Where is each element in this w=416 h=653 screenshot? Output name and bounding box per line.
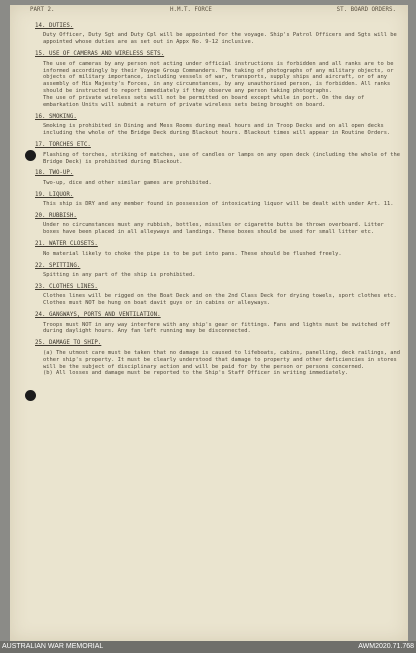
section-paragraph: Troops must NOT in any way interfere with any ship's gear or fittings. Fans and lights must be switched off during daylight hours. Any fan left running may be disconnected. <box>43 321 391 335</box>
header-center: H.M.T. FORCE <box>170 7 212 13</box>
section-heading: 17. TORCHES ETC. <box>35 142 91 149</box>
punch-hole <box>25 390 36 401</box>
header-right: ST. BOARD ORDERS. <box>336 7 396 13</box>
section-heading: 24. GANGWAYS, PORTS AND VENTILATION. <box>35 312 161 319</box>
section-spitting <box>35 263 400 279</box>
document-page <box>10 5 408 641</box>
section-cameras-wireless <box>35 51 400 109</box>
section-paragraph: Spitting in any part of the ship is prohibited. <box>43 271 196 278</box>
section-liquor <box>35 192 400 208</box>
section-paragraph: This ship is DRY and any member found in possession of intoxicating liquor will be dealt with under Art. 11. <box>43 201 394 208</box>
footer-institution: AUSTRALIAN WAR MEMORIAL <box>2 643 104 650</box>
footer-accession-number: AWM2020.71.768 <box>358 643 414 650</box>
section-heading: 23. CLOTHES LINES. <box>35 283 98 290</box>
section-rubbish <box>35 213 400 236</box>
section-water-closets <box>35 241 400 257</box>
section-duties <box>35 23 400 46</box>
orders-body <box>35 23 400 382</box>
section-clothes-lines <box>35 284 400 307</box>
section-paragraph: Under no circumstances must any rubbish, bottles, missiles or cigarette butts be thrown overboard. Litter boxes have been placed in all alleyways and landings. These boxes should be used for small litter etc. <box>43 222 384 236</box>
section-heading: 15. USE OF CAMERAS AND WIRELESS SETS. <box>35 51 165 58</box>
section-paragraph: Clothes lines will be rigged on the Boat Deck and on the 2nd Class Deck for drying towels, sport clothes etc. Clothes must NOT be hung on boat davit guys or in cabins or alleyways. <box>43 293 397 307</box>
section-heading: 18. TWO-UP. <box>35 170 74 177</box>
section-heading: 21. WATER CLOSETS. <box>35 241 98 248</box>
section-paragraph: Two-up, dice and other similar games are prohibited. <box>43 179 212 186</box>
section-paragraph: No material likely to choke the pipe is to be put into pans. These should be flushed freely. <box>43 250 342 257</box>
section-heading: 25. DAMAGE TO SHIP. <box>35 340 102 347</box>
section-paragraph: Duty Officer, Duty Sgt and Duty Cpl will be appointed for the voyage. Ship's Patrol Officers and Sgts will be appointed whose duties are as set out in Appx No. 9-12 inclusive. <box>43 32 397 46</box>
section-gangways-ports <box>35 312 400 335</box>
section-paragraph: Flashing of torches, striking of matches, use of candles or lamps on any open deck (including the whole of the Bridge Deck) is prohibited during Blackout. <box>43 151 400 165</box>
section-paragraph: Smoking is prohibited in Dining and Mess Rooms during meal hours and in Troop Decks and on all open decks including the whole of the Bridge Deck during Blackout hours. Blackout times will appear in Routine Orders. <box>43 123 391 137</box>
section-two-up <box>35 170 400 186</box>
section-heading: 20. RUBBISH. <box>35 213 77 220</box>
archive-footer-bar <box>0 641 416 653</box>
section-smoking <box>35 114 400 137</box>
header-left: PART 2. <box>30 7 55 13</box>
section-heading: 22. SPITTING. <box>35 262 81 269</box>
section-heading: 19. LIQUOR. <box>35 191 74 198</box>
section-heading: 14. DUTIES. <box>35 23 74 29</box>
section-paragraph: The use of cameras by any person not acting under official instructions is forbidden and all ranks are to be informed accordingly by their Voyage Group Commanders. The taking of photographs of any military objects, or objects of military importance, including vessels of war, transports, supply ships and aircraft, or of any assembly of His Majesty's Forces, in any circumstances, by any unauthorised person, is forbidden. All ranks should be instructed to report immediately if they observe any person taking photographs. The use of private wireless sets will not be permitted on board except while in port. On the day of embarkation Units will submit a return of private wireless sets being brought on board. <box>43 60 394 109</box>
section-torches <box>35 142 400 165</box>
section-paragraph: (a) The utmost care must be taken that no damage is caused to lifeboats, cabins, panelling, deck railings, and other ship's property. It must be clearly understood that damage to property and other deficiencies in stores will be the subject of disciplinary action and will be paid for by the person or persons concerned. (b) All losses and damage must be reported to the Ship's Staff Officer in writing immediately. <box>43 349 400 377</box>
page-header <box>10 7 408 19</box>
section-heading: 16. SMOKING. <box>35 113 77 120</box>
section-damage-to-ship <box>35 340 400 377</box>
